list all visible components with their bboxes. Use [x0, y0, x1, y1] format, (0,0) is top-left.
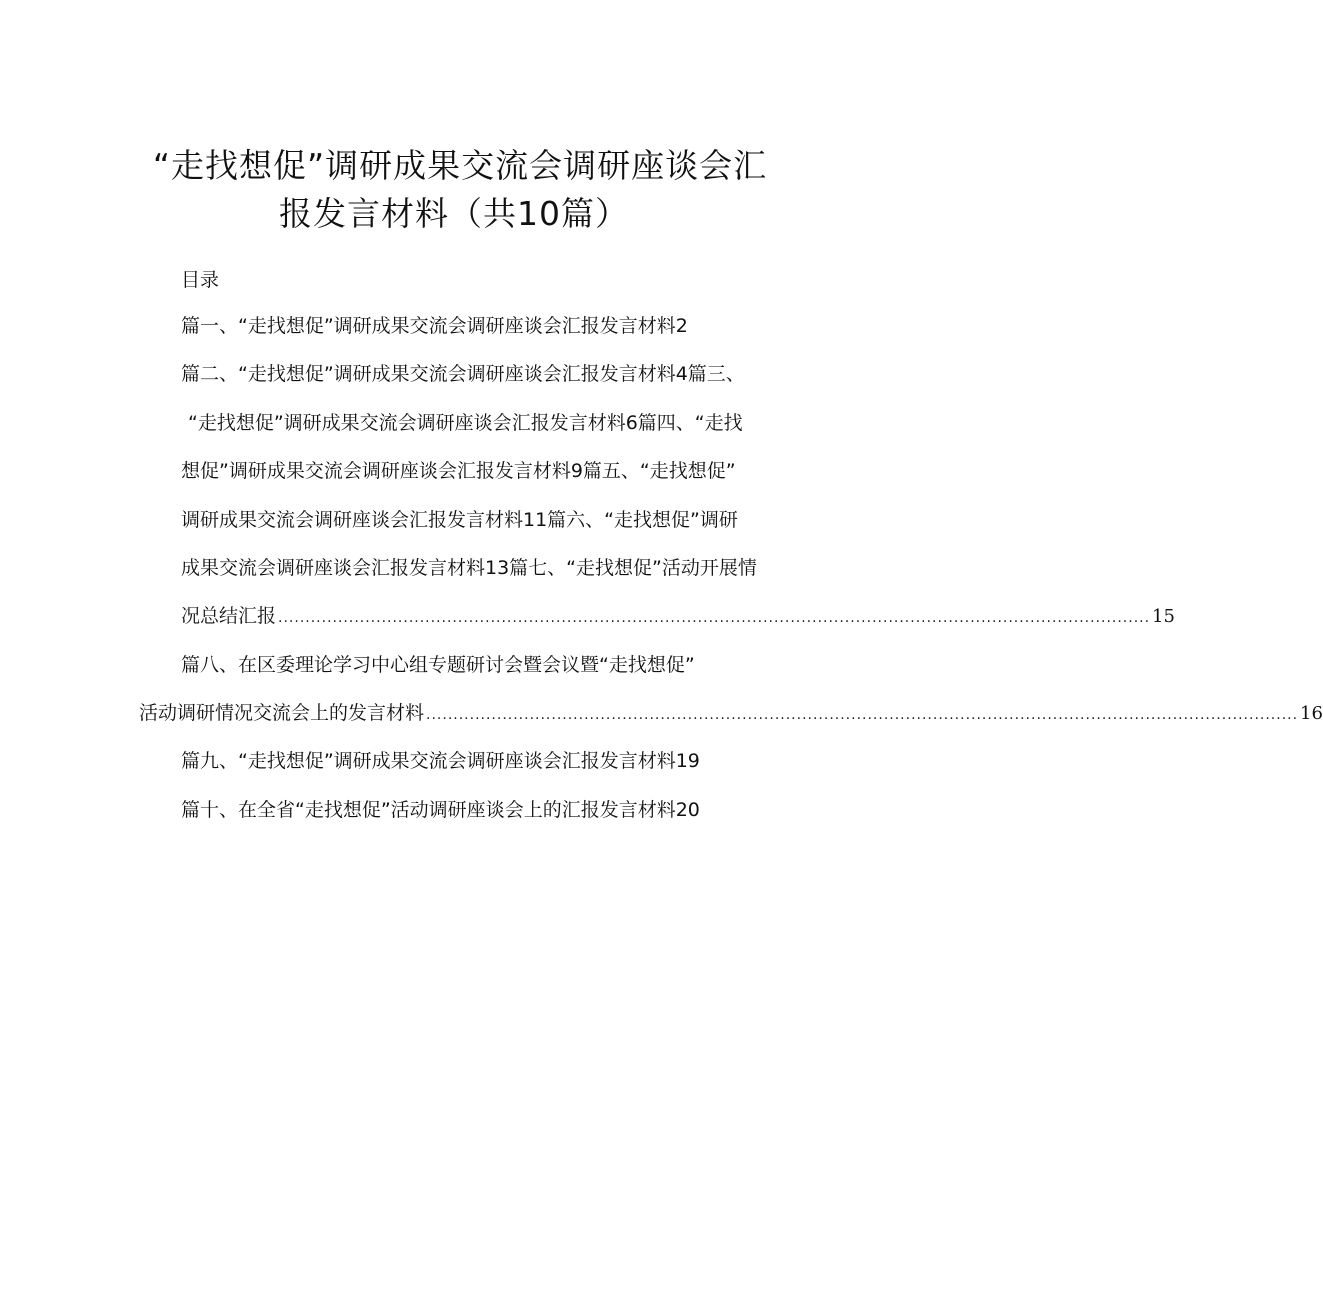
- toc-heading: 目录: [181, 269, 220, 291]
- document-title-line-1: “走找想促”调研成果交流会调研座谈会汇: [152, 146, 768, 185]
- toc-page-number: 15: [1152, 606, 1175, 627]
- toc-line: 篇九、“走找想促”调研成果交流会调研座谈会汇报发言材料19: [181, 750, 700, 772]
- toc-line: 篇二、“走找想促”调研成果交流会调研座谈会汇报发言材料4篇三、: [181, 363, 745, 385]
- dot-leader: ................................................................................................................................................................: [426, 707, 1299, 723]
- toc-line: 篇一、“走找想促”调研成果交流会调研座谈会汇报发言材料2: [181, 315, 688, 337]
- toc-entry-text: 活动调研情况交流会上的发言材料: [139, 702, 425, 724]
- toc-line: 篇八、在区委理论学习中心组专题研讨会暨会议暨“走找想促”: [181, 654, 695, 676]
- toc-line: 篇十、在全省“走找想促”活动调研座谈会上的汇报发言材料20: [181, 799, 700, 821]
- toc-line: 调研成果交流会调研座谈会汇报发言材料11篇六、“走找想促”调研: [181, 509, 738, 531]
- toc-entry-8-tail: [139, 700, 1323, 728]
- toc-line: 成果交流会调研座谈会汇报发言材料13篇七、“走找想促”活动开展情: [181, 557, 757, 579]
- toc-line: 想促”调研成果交流会调研座谈会汇报发言材料9篇五、“走找想促”: [181, 460, 736, 482]
- toc-entry-7-tail: [181, 603, 1175, 631]
- document-title-line-2: 报发言材料（共10篇）: [279, 194, 629, 233]
- toc-entry-text: 况总结汇报: [181, 605, 277, 627]
- toc-page-number: 16: [1300, 703, 1323, 724]
- toc-line: “走找想促”调研成果交流会调研座谈会汇报发言材料6篇四、“走找: [188, 412, 743, 434]
- dot-leader: ................................................................................................................................................................: [278, 610, 1151, 626]
